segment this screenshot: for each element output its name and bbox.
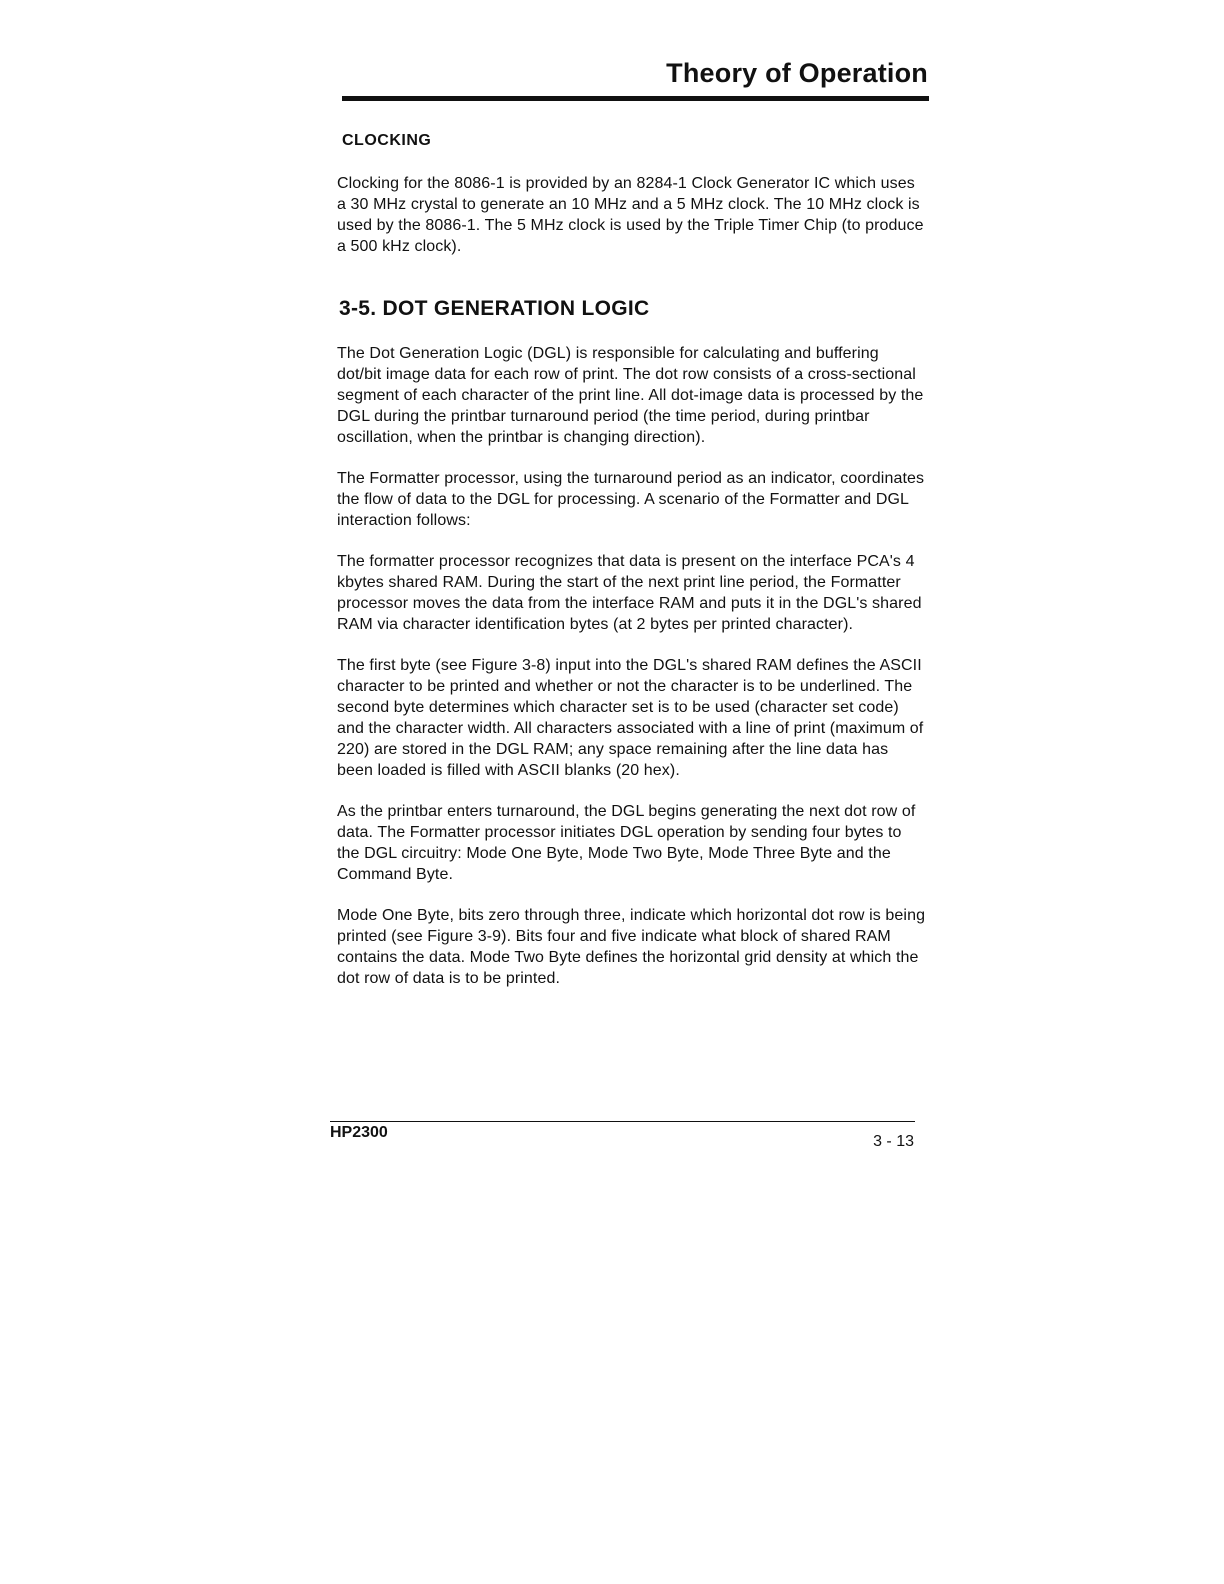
paragraph-dgl-intro: The Dot Generation Logic (DGL) is responsible for calculating and buffering dot/bit image data for each row of print. The dot row consists of a cross-sectional segment of each character of the print line. All dot-image data is processed by the DGL during the printbar turnaround period (the time period, during printbar oscillation, when the printbar is changing direction). [337, 345, 924, 446]
page-header-title: Theory of Operation [666, 58, 928, 88]
footer-page-number: 3 - 13 [873, 1133, 914, 1150]
footer-document-id: HP2300 [330, 1124, 388, 1141]
clocking-paragraph: Clocking for the 8086-1 is provided by an 8284-1 Clock Generator IC which uses a 30 MHz crystal to generate an 10 MHz and a 5 MHz clock. The 10 MHz clock is used by the 8086-1. The 5 MHz clock is used by the Triple Timer Chip (to produce a 500 kHz clock). [337, 175, 924, 255]
page-content [337, 132, 927, 1009]
clocking-heading: CLOCKING [342, 132, 432, 149]
footer-rule [330, 1121, 915, 1122]
dgl-section-heading: 3-5. DOT GENERATION LOGIC [339, 297, 650, 320]
header-rule [342, 96, 929, 101]
paragraph-mode-one-byte: Mode One Byte, bits zero through three, indicate which horizontal dot row is being printed (see Figure 3-9). Bits four and five indicate what block of shared RAM contains the data. Mode Two Byte defines the horizontal grid density at which the dot row of data is to be printed. [337, 907, 926, 987]
paragraph-turnaround: As the printbar enters turnaround, the DGL begins generating the next dot row of data. The Formatter processor initiates DGL operation by sending four bytes to the DGL circuitry: Mode One Byte, Mode Two Byte, Mode Three Byte and the Command Byte. [337, 803, 916, 883]
paragraph-first-byte: The first byte (see Figure 3-8) input into the DGL's shared RAM defines the ASCII character to be printed and whether or not the character is to be underlined. The second byte determines which character set is to be used (character set code) and the character width. All characters associated with a line of print (maximum of 220) are stored in the DGL RAM; any space remaining after the line data has been loaded is filled with ASCII blanks (20 hex). [337, 657, 924, 779]
paragraph-formatter-recognizes: The formatter processor recognizes that data is present on the interface PCA's 4 kbytes shared RAM. During the start of the next print line period, the Formatter processor moves the data from the interface RAM and puts it in the DGL's shared RAM via character identification bytes (at 2 bytes per printed character). [337, 553, 922, 633]
paragraph-formatter-coordination: The Formatter processor, using the turnaround period as an indicator, coordinates the flow of data to the DGL for processing. A scenario of the Formatter and DGL interaction follows: [337, 470, 925, 529]
